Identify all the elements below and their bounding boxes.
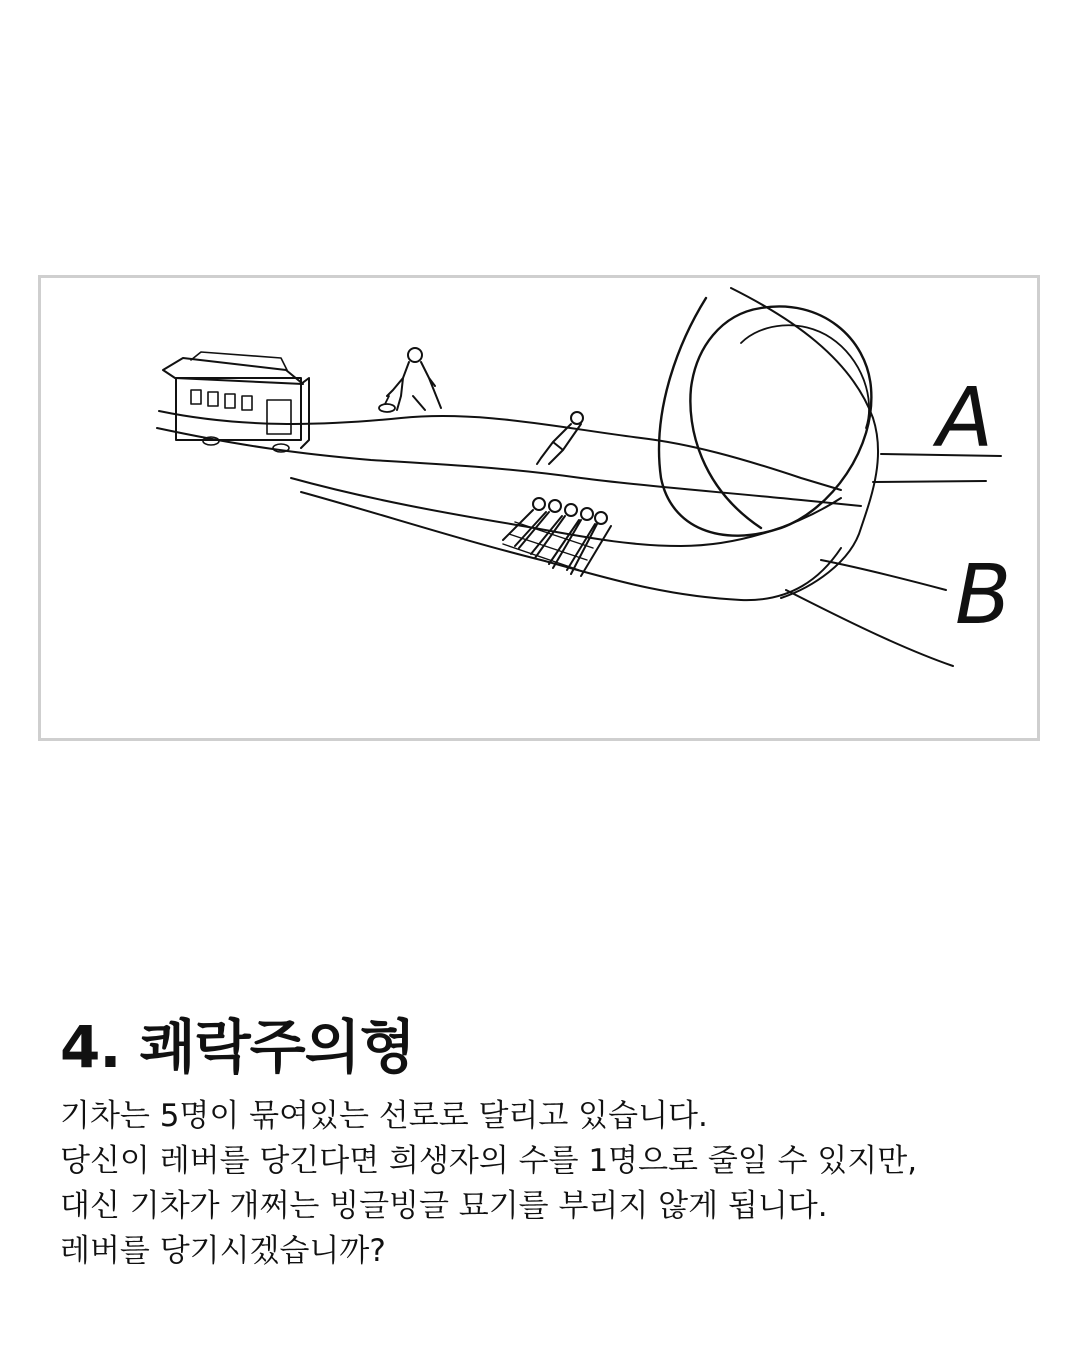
- track-a-label: A: [937, 371, 994, 466]
- description-paragraph: [60, 1094, 1040, 1274]
- description-line-3: 대신 기차가 개쩌는 빙글빙글 묘기를 부리지 않게 됩니다.: [60, 1188, 828, 1224]
- rail-b-2: [786, 590, 953, 666]
- trolley-illustration: [38, 275, 1040, 741]
- rail-a-2: [873, 481, 986, 482]
- page-title: 4. 쾌락주의형: [60, 1013, 415, 1081]
- lever-person-icon: [379, 348, 441, 412]
- trolley-drawing: [41, 278, 1037, 738]
- rail-b-1: [821, 560, 946, 590]
- rail-upper-1: [159, 411, 841, 490]
- rail-lower-2: [301, 492, 841, 600]
- track-b-label: B: [955, 548, 1012, 643]
- one-person-icon: [537, 412, 583, 464]
- description-line-2: 당신이 레버를 당긴다면 희생자의 수를 1명으로 줄일 수 있지만,: [60, 1143, 918, 1179]
- description-line-1: 기차는 5명이 묶여있는 선로로 달리고 있습니다.: [60, 1098, 708, 1134]
- description-line-4: 레버를 당기시겠습니까?: [60, 1233, 386, 1269]
- trolley-icon: [163, 352, 309, 452]
